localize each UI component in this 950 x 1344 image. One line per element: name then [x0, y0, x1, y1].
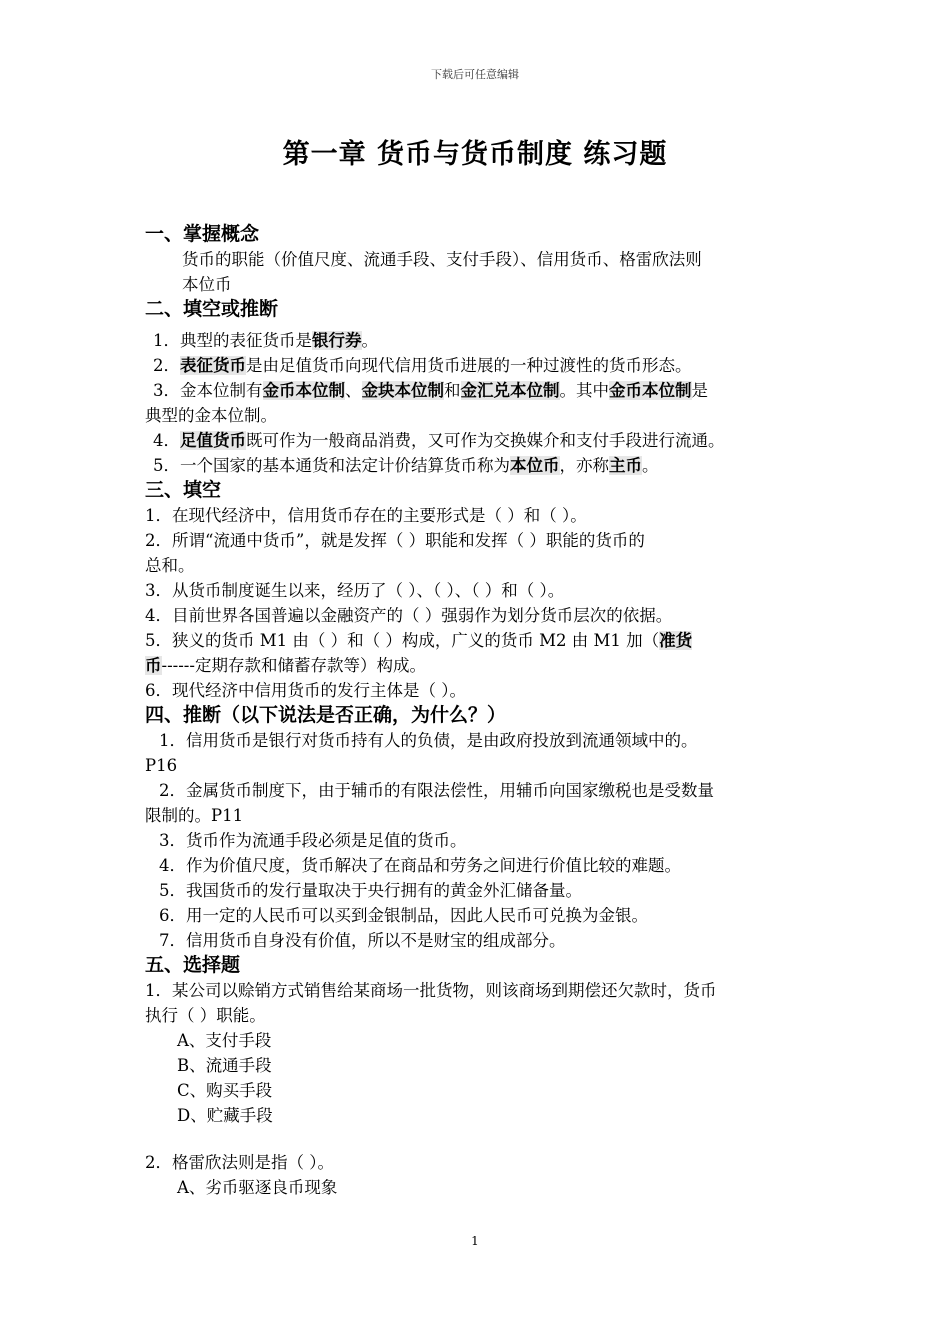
answer-highlight: 币 [145, 656, 162, 675]
choice-option-a: A、劣币驱逐良币现象 [177, 1178, 338, 1197]
question-item: 3．从货币制度诞生以来，经历了（ ）、（ ）、（ ）和（ ）。 [145, 581, 565, 600]
question-item [145, 378, 825, 403]
question-item: 3．货币作为流通手段必须是足值的货币。 [159, 831, 467, 850]
question-text: 3．金本位制有 [153, 381, 263, 400]
answer-highlight: 准货 [659, 631, 693, 650]
question-item: 5．我国货币的发行量取决于央行拥有的黄金外汇储备量。 [159, 881, 582, 900]
question-item: 1．信用货币是银行对货币持有人的负债，是由政府投放到流通领域中的。 [159, 731, 698, 750]
answer-highlight: 本位币 [510, 456, 560, 475]
question-continuation: 总和。 [145, 556, 195, 575]
section-heading-fill-judge: 二、填空或推断 [145, 298, 279, 320]
question-item: 2．所谓“流通中货币”，就是发挥（ ）职能和发挥（ ）职能的货币的 [145, 531, 645, 550]
document-body [145, 222, 825, 1200]
question-text: ------定期存款和储蓄存款等）构成。 [161, 656, 426, 675]
concepts-line: 本位币 [182, 275, 232, 294]
header-note: 下载后可任意编辑 [431, 68, 519, 81]
answer-highlight: 金块本位制 [361, 381, 444, 400]
answer-highlight: 主币 [609, 456, 642, 475]
choice-option-c: C、购买手段 [177, 1081, 273, 1100]
section-heading-judge: 四、推断（以下说法是否正确，为什么？） [145, 704, 507, 726]
question-text: 2． [153, 356, 180, 375]
concepts-line: 货币的职能（价值尺度、流通手段、支付手段）、信用货币、格雷欣法则 [182, 250, 702, 269]
question-item: 1．在现代经济中，信用货币存在的主要形式是（ ）和（ ）。 [145, 506, 587, 525]
question-item: 7．信用货币自身没有价值，所以不是财宝的组成部分。 [159, 931, 566, 950]
answer-highlight: 足值货币 [180, 431, 246, 450]
question-text: 既可作为一般商品消费，又可作为交换媒介和支付手段进行流通。 [246, 431, 725, 450]
question-item [145, 353, 825, 378]
question-item: 1．某公司以赊销方式销售给某商场一批货物，则该商场到期偿还欠款时，货币 [145, 981, 717, 1000]
question-text: 4． [153, 431, 180, 450]
question-item: 4．目前世界各国普遍以金融资产的（ ）强弱作为划分货币层次的依据。 [145, 606, 673, 625]
question-item: 2．金属货币制度下，由于辅币的有限法偿性，用辅币向国家缴税也是受数量 [159, 781, 714, 800]
question-item: 6．现代经济中信用货币的发行主体是（ ）。 [145, 681, 466, 700]
answer-highlight: 表征货币 [180, 356, 246, 375]
question-item: 6．用一定的人民币可以买到金银制品，因此人民币可兑换为金银。 [159, 906, 648, 925]
question-item [145, 328, 825, 353]
question-continuation: P16 [145, 756, 178, 775]
question-text: 5．狭义的货币 M1 由（ ）和（ ）构成，广义的货币 M2 由 M1 加（ [145, 631, 660, 650]
question-text: 。 [361, 331, 378, 350]
question-item: 2．格雷欣法则是指（ ）。 [145, 1153, 334, 1172]
question-item [145, 453, 825, 478]
question-text: 是 [691, 381, 708, 400]
question-text: 、 [345, 381, 362, 400]
question-text: 5．一个国家的基本通货和法定计价结算货币称为 [153, 456, 510, 475]
choice-option-b: B、流通手段 [177, 1056, 272, 1075]
answer-highlight: 银行券 [312, 331, 362, 350]
answer-highlight: 金币本位制 [262, 381, 345, 400]
choice-option-d: D、贮藏手段 [177, 1106, 273, 1125]
question-continuation [145, 653, 825, 678]
question-continuation: 典型的金本位制。 [145, 406, 277, 425]
question-text: 。 [642, 456, 659, 475]
page-number: 1 [471, 1234, 479, 1248]
question-text: 是由足值货币向现代信用货币进展的一种过渡性的货币形态。 [246, 356, 692, 375]
answer-highlight: 金币本位制 [609, 381, 692, 400]
page-title: 第一章 货币与货币制度 练习题 [282, 139, 668, 170]
question-item [145, 628, 825, 653]
question-continuation: 执行（ ）职能。 [145, 1006, 266, 1025]
answer-highlight: 金汇兑本位制 [460, 381, 560, 400]
question-text: ，亦称 [559, 456, 609, 475]
section-heading-choice: 五、选择题 [145, 954, 241, 976]
section-heading-fill: 三、填空 [145, 479, 222, 501]
question-item: 4．作为价值尺度，货币解决了在商品和劳务之间进行价值比较的难题。 [159, 856, 681, 875]
question-continuation: 限制的。P11 [145, 806, 244, 825]
choice-option-a: A、支付手段 [177, 1031, 272, 1050]
question-text: 1．典型的表征货币是 [153, 331, 312, 350]
question-text: 和 [444, 381, 461, 400]
question-item [145, 428, 825, 453]
section-heading-concepts: 一、掌握概念 [145, 223, 260, 245]
question-text: 。其中 [559, 381, 609, 400]
